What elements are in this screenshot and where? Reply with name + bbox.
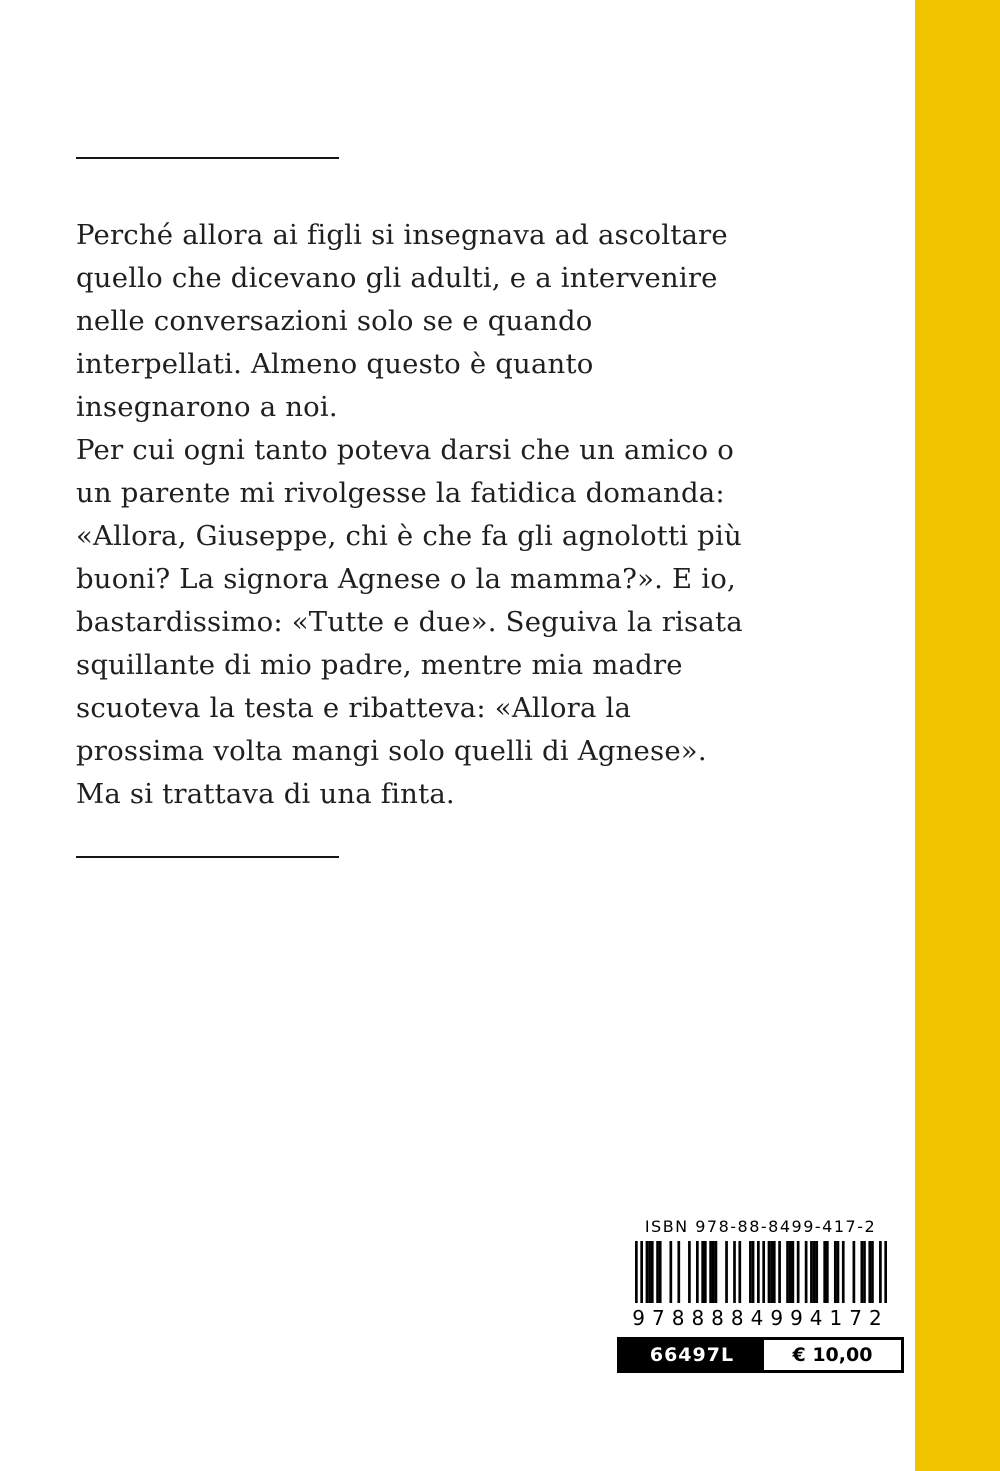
blurb-paragraph: Ma si trattava di una finta.: [76, 778, 455, 810]
isbn-label: ISBN 978-88-8499-417-2: [644, 1217, 877, 1236]
accent-stripe: [915, 0, 1000, 1471]
barcode-bars: [617, 1241, 904, 1303]
price-box: € 10,00: [764, 1340, 901, 1370]
barcode-panel: [617, 1210, 904, 1373]
top-rule: [76, 157, 339, 159]
price-row: [617, 1337, 904, 1373]
back-cover-blurb: [76, 214, 758, 816]
barcode-number: 9788884994172: [632, 1306, 889, 1330]
code-box: 66497L: [620, 1340, 764, 1370]
bottom-rule: [76, 856, 339, 858]
blurb-paragraph: Per cui ogni tanto poteva darsi che un amico o un parente mi rivolgesse la fatidica domanda: «Allora, Giuseppe, chi è che fa gli agnolotti più buoni? La signora Agnese o la mamma?». E io, bastardissimo: «Tutte e due». Seguiva la risata squillante di mio padre, mentre mia madre scuoteva la testa e ribatteva: «Allora la prossima volta mangi solo quelli di Agnese».: [76, 434, 743, 767]
blurb-paragraph: Perché allora ai figli si insegnava ad ascoltare quello che dicevano gli adulti, e a intervenire nelle conversazioni solo se e quando interpellati. Almeno questo è quanto insegnarono a noi.: [76, 219, 728, 423]
